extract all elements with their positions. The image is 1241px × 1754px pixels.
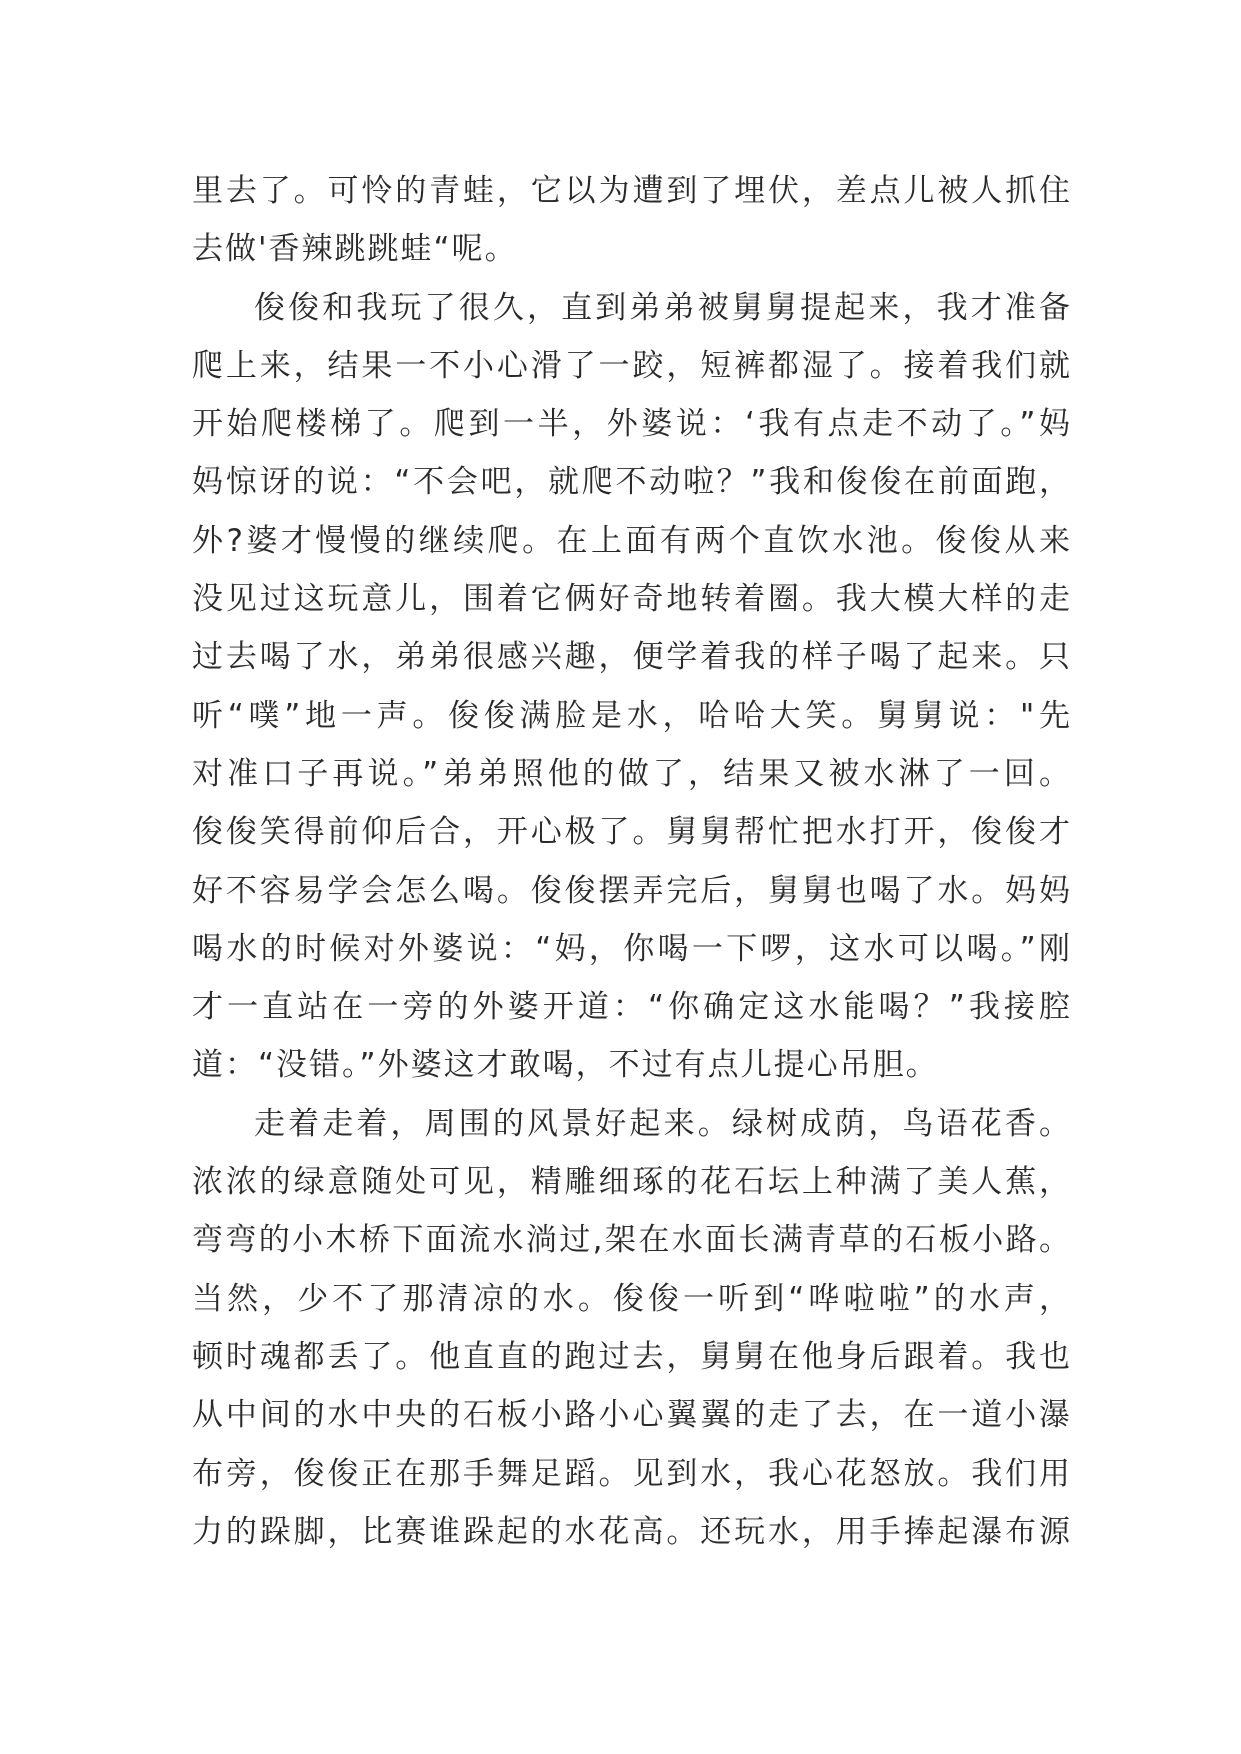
document-page xyxy=(192,162,1072,1561)
text-line: 俊俊笑得前仰后合，开心极了。舅舅帮忙把水打开，俊俊才 xyxy=(192,814,1072,851)
text-line: 开始爬楼梯了。爬到一半，外婆说：‘我有点走不动了。”妈 xyxy=(192,406,1072,443)
text-line: 没见过这玩意儿，围着它俩好奇地转着圈。我大模大样的走 xyxy=(192,581,1072,618)
text-line: 对准口子再说。”弟弟照他的做了，结果又被水淋了一回。 xyxy=(192,755,1072,792)
text-line: 听“噗”地一声。俊俊满脸是水，哈哈大笑。舅舅说："先 xyxy=(192,697,1072,734)
text-line: 当然，少不了那清凉的水。俊俊一听到“哗啦啦”的水声， xyxy=(192,1280,1072,1317)
text-line: 力的跺脚，比赛谁跺起的水花高。还玩水，用手捧起瀑布源 xyxy=(192,1513,1072,1550)
text-line: 喝水的时候对外婆说：“妈，你喝一下啰，这水可以喝。”刚 xyxy=(192,930,1072,967)
paragraph-first-line: 俊俊和我玩了很久，直到弟弟被舅舅提起来，我才准备 xyxy=(254,289,1072,326)
text-line: 爬上来，结果一不小心滑了一跤，短裤都湿了。接着我们就 xyxy=(192,347,1072,384)
text-line: 顿时魂都丢了。他直直的跑过去，舅舅在他身后跟着。我也 xyxy=(192,1338,1072,1375)
text-line: 妈惊讶的说：“不会吧，就爬不动啦？”我和俊俊在前面跑， xyxy=(192,464,1072,501)
paragraph-first-line: 走着走着，周围的风景好起来。绿树成荫，鸟语花香。 xyxy=(254,1105,1072,1142)
text-line: 里去了。可怜的青蛙，它以为遭到了埋伏，差点儿被人抓住 xyxy=(192,173,1072,209)
text-line: 布旁，俊俊正在那手舞足蹈。见到水，我心花怒放。我们用 xyxy=(192,1455,1072,1492)
text-line: 外?婆才慢慢的继续爬。在上面有两个直饮水池。俊俊从来 xyxy=(192,522,1072,559)
text-line: 浓浓的绿意随处可见，精雕细琢的花石坛上种满了美人蕉， xyxy=(192,1164,1072,1201)
text-line: 去做'香辣跳跳蛙“呢。 xyxy=(192,231,518,268)
text-line: 弯弯的小木桥下面流水淌过,架在水面长满青草的石板小路。 xyxy=(192,1222,1072,1259)
text-line: 好不容易学会怎么喝。俊俊摆弄完后，舅舅也喝了水。妈妈 xyxy=(192,872,1072,909)
text-line: 才一直站在一旁的外婆开道：“你确定这水能喝？”我接腔 xyxy=(192,989,1072,1026)
text-line: 道：“没错。”外婆这才敢喝，不过有点儿提心吊胆。 xyxy=(192,1047,939,1084)
text-line: 过去喝了水，弟弟很感兴趣，便学着我的样子喝了起来。只 xyxy=(192,639,1072,676)
text-line: 从中间的水中央的石板小路小心翼翼的走了去，在一道小瀑 xyxy=(192,1397,1072,1434)
